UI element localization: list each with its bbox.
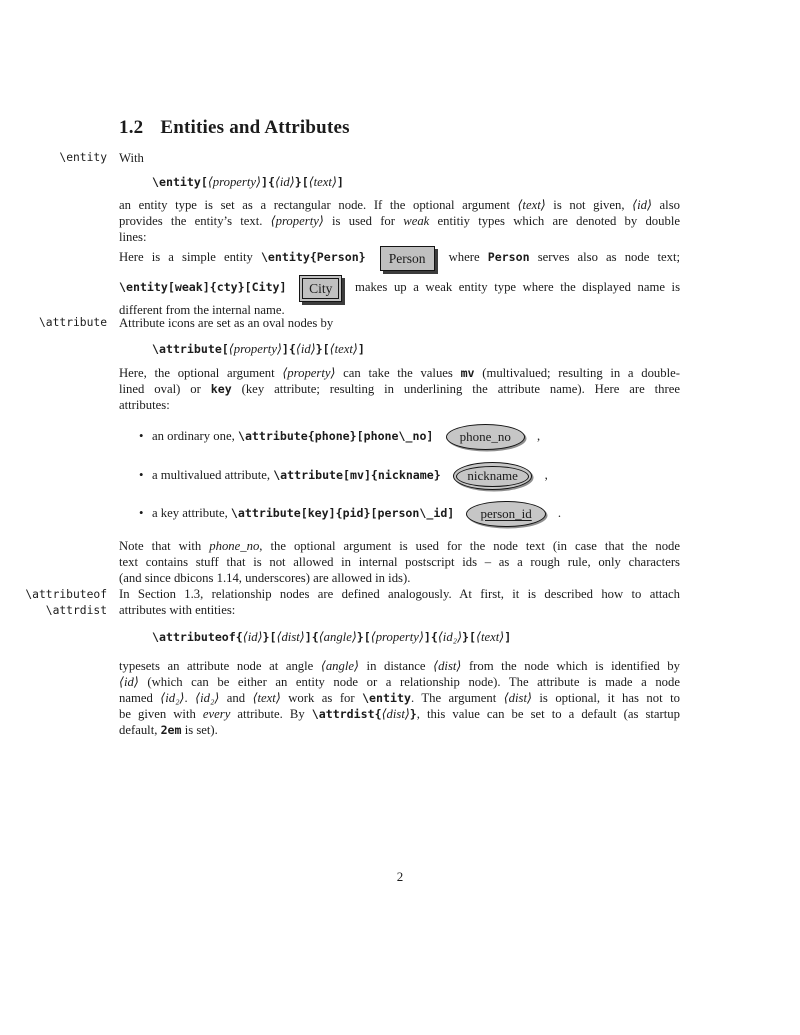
code-entity-syntax: \entity[⟨property⟩]{⟨id⟩}[⟨text⟩] bbox=[152, 175, 344, 189]
multivalued-attribute-node-nickname-label: nickname bbox=[467, 468, 518, 484]
key-attribute-node-person-id bbox=[466, 501, 545, 527]
para-property-values: Here, the optional argument ⟨property⟩ can take the values mv (multivalued; resulting in a double- lined oval) or key (key attribute; resulting in underlining the attribute name). Here are three attributes: bbox=[119, 366, 680, 412]
entity-node-person bbox=[380, 246, 435, 271]
margin-note-attrdist: \attrdist bbox=[45, 604, 107, 617]
bullet-item-person-id bbox=[119, 498, 680, 529]
bullet-person-id-post: . bbox=[557, 506, 562, 520]
multivalued-attribute-node-nickname-inner bbox=[456, 466, 529, 487]
bullet-person-id-pre: a key attribute, \attribute[key]{pid}[person\_id] bbox=[152, 506, 455, 520]
bullet-nickname-pre: a multivalued attribute, \attribute[mv]{nickname} bbox=[152, 468, 441, 482]
margin-note-entity: \entity bbox=[59, 151, 107, 164]
line-city-tail: different from the internal name. bbox=[119, 303, 285, 317]
para-entity-description: an entity type is set as a rectangular node. If the optional argument ⟨text⟩ is not given, ⟨id⟩ also provides the entity’s text. ⟨property⟩ is used for weak entitiy types which are denoted by double lines: bbox=[119, 198, 680, 244]
weak-entity-node-city-inner bbox=[302, 278, 339, 299]
key-attribute-node-person-id-label: person_id bbox=[480, 506, 532, 522]
para-note-phone-no: Note that with phone_no, the optional argument is used for the node text (in case that the node text contains stuff that is not allowed in internal postscript ids – as a rough rule, only characters (and since dbicons 1.14, underscores) are allowed in ids). bbox=[119, 539, 681, 585]
bullet-icon: • bbox=[139, 468, 144, 482]
para-attribute-intro: Attribute icons are set as an oval nodes by bbox=[119, 316, 334, 330]
para-with: With bbox=[119, 151, 144, 165]
margin-note-attribute: \attribute bbox=[38, 316, 107, 329]
section-number: 1.2 bbox=[119, 117, 144, 138]
weak-entity-node-city bbox=[299, 275, 342, 302]
bullet-phone-pre: an ordinary one, \attribute{phone}[phone\_no] bbox=[152, 429, 434, 443]
multivalued-attribute-node-nickname bbox=[453, 462, 533, 490]
margin-note-attributeof: \attributeof bbox=[25, 588, 107, 601]
line-city-pre: \entity[weak]{cty}[City] bbox=[119, 280, 287, 294]
entity-node-person-label: Person bbox=[388, 250, 426, 266]
attribute-node-phone-no bbox=[446, 424, 525, 450]
line-person-example bbox=[119, 242, 680, 272]
bullet-icon: • bbox=[139, 429, 144, 443]
bullet-item-nickname bbox=[119, 459, 680, 491]
bullet-icon: • bbox=[139, 506, 144, 520]
bullet-nickname-post: , bbox=[544, 468, 548, 482]
attribute-node-phone-no-label: phone_no bbox=[459, 429, 511, 445]
weak-entity-node-city-label: City bbox=[309, 280, 333, 296]
bullet-phone-post: , bbox=[537, 429, 541, 443]
section-heading bbox=[119, 116, 680, 140]
section-title: Entities and Attributes bbox=[160, 117, 350, 138]
line-person-post: where Person serves also as node text; bbox=[448, 250, 681, 264]
line-person-pre: Here is a simple entity \entity{Person} bbox=[119, 250, 366, 264]
line-city-example bbox=[119, 271, 680, 303]
page-number: 2 bbox=[396, 869, 404, 884]
bullet-item-phone bbox=[119, 421, 680, 451]
line-city-post: makes up a weak entity type where the displayed name is bbox=[354, 280, 681, 294]
para-section-13: In Section 1.3, relationship nodes are defined analogously. At first, it is described how to attach attributes with entities: bbox=[119, 587, 680, 617]
para-typesets: typesets an attribute node at angle ⟨angle⟩ in distance ⟨dist⟩ from the node which is identified by ⟨id⟩ (which can be either an entity node or a relationship node). The attribute is made a node named ⟨id₂⟩. ⟨id₂⟩ and ⟨text⟩ work as for \entity. The argument ⟨dist⟩ is optional, it has not to be given with every attribute. By \attrdist{⟨dist⟩}, this value can be set to a default (as startup default, 2em is set). bbox=[119, 659, 680, 737]
code-attributeof-syntax: \attributeof{⟨id⟩}[⟨dist⟩]{⟨angle⟩}[⟨property⟩]{⟨id₂⟩}[⟨text⟩] bbox=[152, 630, 512, 644]
code-attribute-syntax: \attribute[⟨property⟩]{⟨id⟩}[⟨text⟩] bbox=[152, 342, 365, 356]
